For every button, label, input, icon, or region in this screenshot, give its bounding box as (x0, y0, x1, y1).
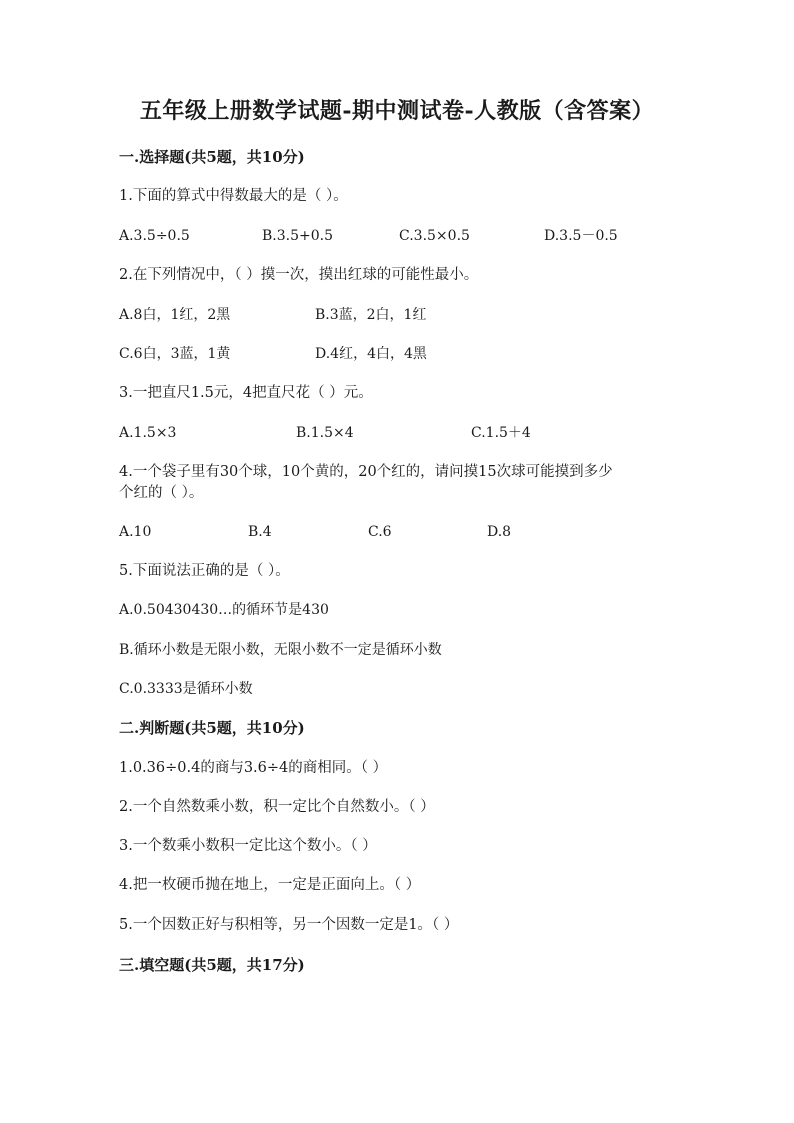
option-c: C.6 (368, 524, 392, 540)
judgement-item-4: 4.把一枚硬币抛在地上，一定是正面向上。（ ） (119, 877, 421, 893)
question-5-option-b: B.循环小数是无限小数，无限小数不一定是循环小数 (119, 642, 442, 658)
option-c: C.6白，3蓝，1黄 (119, 346, 231, 362)
option-b: B.3.5+0.5 (262, 228, 333, 244)
exam-title: 五年级上册数学试题-期中测试卷-人教版（含答案） (139, 98, 655, 124)
question-3-stem: 3.一把直尺1.5元，4把直尺花（ ）元。 (119, 385, 373, 401)
question-5-stem: 5.下面说法正确的是（ ）。 (119, 563, 290, 579)
option-c: C.1.5＋4 (471, 425, 531, 441)
question-4-stem-line1: 4.一个袋子里有30个球，10个黄的，20个红的，请问摸15次球可能摸到多少 (119, 464, 613, 480)
judgement-item-2: 2.一个自然数乘小数，积一定比个自然数小。（ ） (119, 799, 435, 815)
question-5-option-a: A.0.50430430…的循环节是430 (119, 602, 329, 618)
judgement-item-1: 1.0.36÷0.4的商与3.6÷4的商相同。（ ） (119, 760, 388, 776)
option-a: A.8白，1红，2黑 (119, 307, 231, 323)
option-a: A.1.5×3 (119, 425, 177, 441)
judgement-item-5: 5.一个因数正好与积相等，另一个因数一定是1。（ ） (119, 917, 459, 933)
question-4-stem-line2: 个红的（ ）。 (119, 485, 204, 501)
option-b: B.3蓝，2白，1红 (315, 307, 427, 323)
section-heading-fill-blank: 三.填空题(共5题，共17分) (119, 956, 305, 974)
option-c: C.3.5×0.5 (399, 228, 470, 244)
option-a: A.3.5÷0.5 (119, 228, 190, 244)
question-2-stem: 2.在下列情况中，（ ）摸一次，摸出红球的可能性最小。 (119, 267, 479, 283)
option-d: D.3.5－0.5 (544, 228, 618, 244)
section-heading-judgement: 二.判断题(共5题，共10分) (119, 719, 305, 737)
question-1-stem: 1.下面的算式中得数最大的是（ ）。 (119, 188, 348, 204)
option-a: A.10 (119, 524, 152, 540)
section-heading-choice: 一.选择题(共5题，共10分) (119, 148, 305, 166)
option-d: D.8 (487, 524, 512, 540)
judgement-item-3: 3.一个数乘小数积一定比这个数小。（ ） (119, 838, 377, 854)
option-b: B.4 (248, 524, 272, 540)
option-d: D.4红，4白，4黑 (315, 346, 427, 362)
question-5-option-c: C.0.3333是循环小数 (119, 681, 253, 697)
option-b: B.1.5×4 (296, 425, 354, 441)
